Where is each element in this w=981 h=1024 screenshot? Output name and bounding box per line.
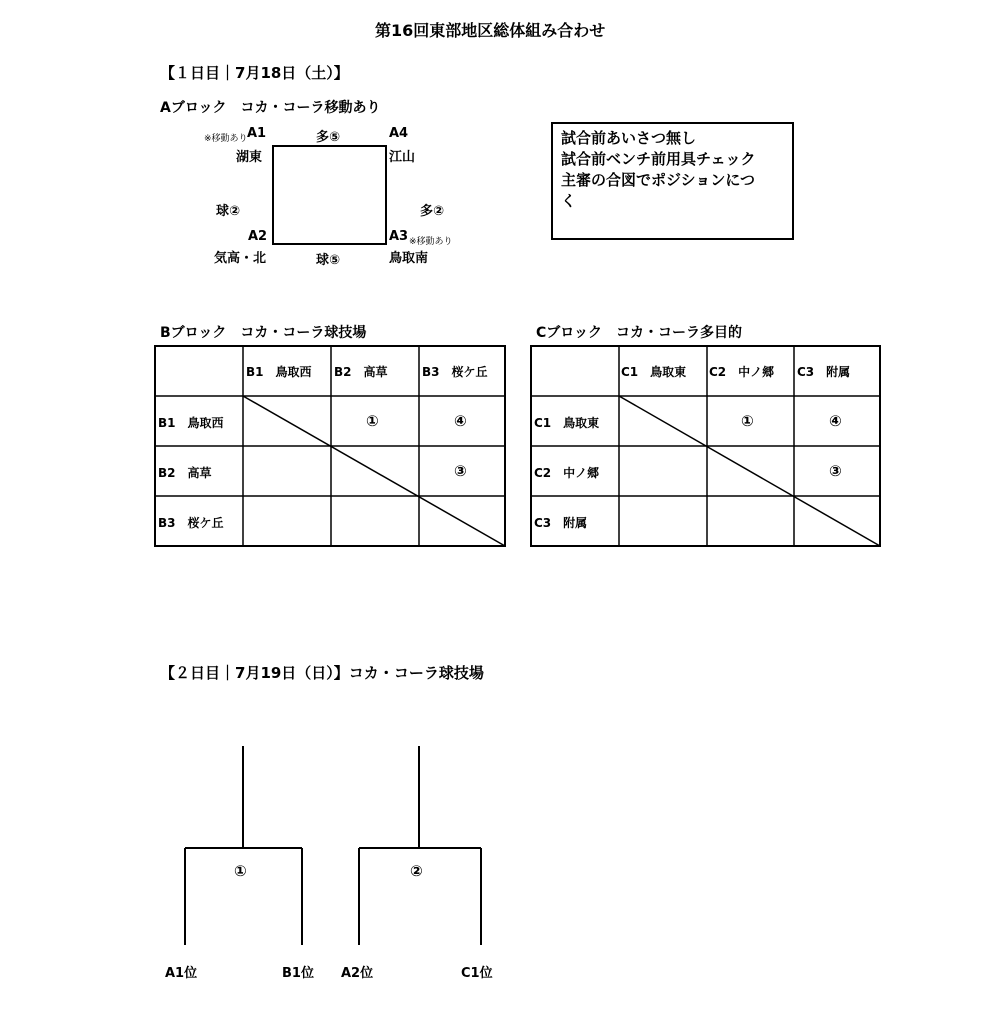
block-b-heading: Bブロック コカ・コーラ球技場 <box>160 325 367 341</box>
c-row-3: C3 附属 <box>534 516 588 530</box>
block-c-heading: Cブロック コカ・コーラ多目的 <box>536 325 742 341</box>
a2-id: A2 <box>248 229 268 244</box>
note-line-2: 試合前ベンチ前用具チェック <box>561 150 756 168</box>
bracket-2 <box>359 746 481 945</box>
b-match-1-2: ① <box>366 412 379 430</box>
day2-heading: 【２日目｜7月19日（日）】コカ・コーラ球技場 <box>160 664 484 682</box>
a-top-match: 多⑤ <box>316 130 341 145</box>
a1-id: A1 <box>247 126 267 141</box>
day2-match-1-left: A1位 <box>165 966 198 981</box>
day1-heading: 【１日目｜7月18日（土）】 <box>160 64 349 82</box>
day2-match-1-right: B1位 <box>282 966 314 981</box>
b-row-3: B3 桜ケ丘 <box>158 516 224 530</box>
a3-team: 鳥取南 <box>389 251 429 266</box>
block-c-table <box>531 346 880 546</box>
note-line-1: 試合前あいさつ無し <box>561 129 697 147</box>
a4-team: 江山 <box>389 150 416 165</box>
a2-team: 気高・北 <box>214 251 267 266</box>
b-row-2: B2 高草 <box>158 466 212 480</box>
c-match-1-2: ① <box>741 412 754 430</box>
day2-match-2-left: A2位 <box>341 966 374 981</box>
day2-match-2-number: ② <box>410 862 423 880</box>
c-match-1-3: ④ <box>829 412 842 430</box>
page-title: 第16回東部地区総体組み合わせ <box>375 21 606 40</box>
b-col-3: B3 桜ケ丘 <box>422 365 488 379</box>
b-col-2: B2 高草 <box>334 365 388 379</box>
c-col-2: C2 中ノ郷 <box>709 365 775 379</box>
c-row-2: C2 中ノ郷 <box>534 466 600 480</box>
a4-id: A4 <box>389 126 409 141</box>
a-left-match: 球② <box>216 204 241 219</box>
note-line-4: く <box>561 192 577 210</box>
note-line-3: 主審の合図でポジションにつ <box>561 171 756 189</box>
c-col-1: C1 鳥取東 <box>621 365 687 379</box>
bracket-1 <box>185 746 302 945</box>
a1-team: 湖東 <box>236 150 263 165</box>
a-bottom-match: 球⑤ <box>316 253 341 268</box>
b-row-1: B1 鳥取西 <box>158 416 224 430</box>
block-b-table <box>155 346 505 546</box>
b-match-1-3: ④ <box>454 412 467 430</box>
block-a-heading: Aブロック コカ・コーラ移動あり <box>160 100 381 116</box>
a-right-match: 多② <box>420 204 445 219</box>
a1-note: ※移動あり <box>204 134 248 144</box>
c-row-1: C1 鳥取東 <box>534 416 600 430</box>
block-a-square <box>273 146 386 244</box>
c-match-2-3: ③ <box>829 462 842 480</box>
c-col-3: C3 附属 <box>797 365 851 379</box>
a3-id: A3 <box>389 229 409 244</box>
a3-note: ※移動あり <box>409 237 453 247</box>
b-col-1: B1 鳥取西 <box>246 365 312 379</box>
b-match-2-3: ③ <box>454 462 467 480</box>
day2-match-2-right: C1位 <box>461 966 493 981</box>
day2-match-1-number: ① <box>234 862 247 880</box>
